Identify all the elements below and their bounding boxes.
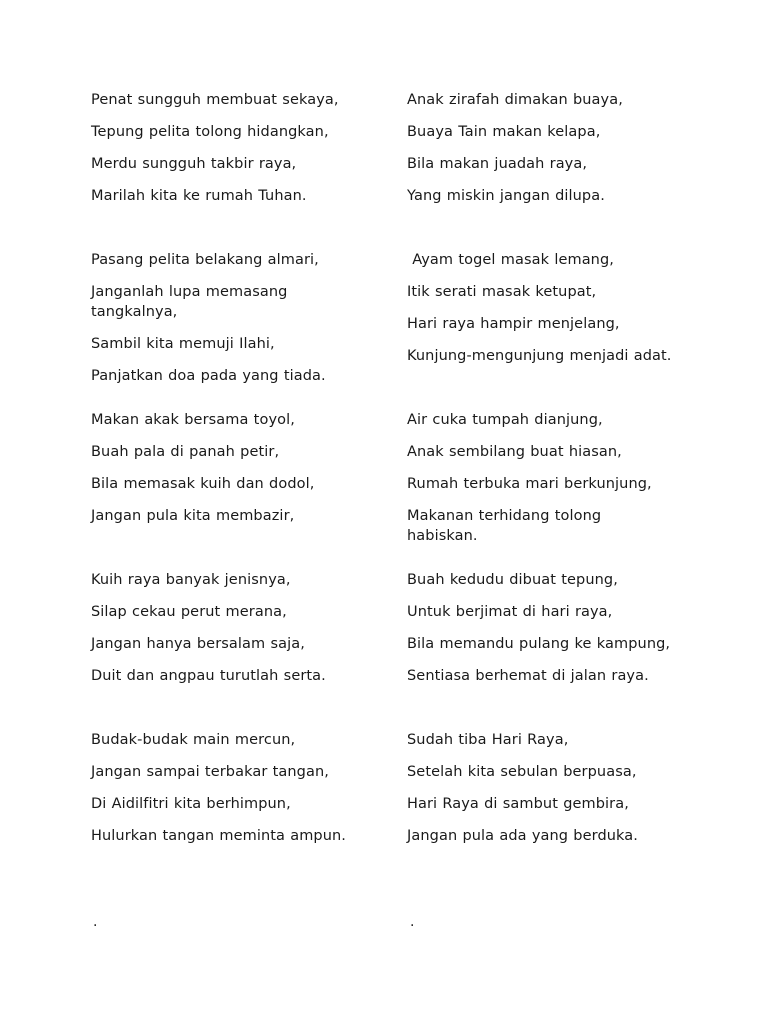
pantun-line: Bila memandu pulang ke kampung, (407, 636, 671, 652)
pantun-line: Ayam togel masak lemang, (407, 252, 614, 268)
pantun-line: Rumah terbuka mari berkunjung, (407, 476, 652, 492)
pantun-stanza (91, 730, 391, 890)
pantun-line: Janganlah lupa memasang tangkalnya, (91, 284, 288, 320)
pantun-line: Itik serati masak ketupat, (407, 284, 597, 300)
trailing-mark: . (93, 914, 98, 930)
pantun-line: Air cuka tumpah dianjung, (407, 412, 603, 428)
pantun-line: Hari Raya di sambut gembira, (407, 796, 629, 812)
pantun-line: Makanan terhidang tolong habiskan. (407, 508, 602, 544)
pantun-line: Buah kedudu dibuat tepung, (407, 572, 618, 588)
pantun-line: Tepung pelita tolong hidangkan, (91, 124, 329, 140)
pantun-line: Jangan hanya bersalam saja, (91, 636, 305, 652)
pantun-line: Sentiasa berhemat di jalan raya. (407, 668, 649, 684)
pantun-line: Bila makan juadah raya, (407, 156, 588, 172)
pantun-line: Anak sembilang buat hiasan, (407, 444, 622, 460)
pantun-line: Yang miskin jangan dilupa. (407, 188, 605, 204)
pantun-line: Setelah kita sebulan berpuasa, (407, 764, 637, 780)
right-column (407, 90, 707, 890)
pantun-line: Hulurkan tangan meminta ampun. (91, 828, 347, 844)
pantun-line: Buaya Tain makan kelapa, (407, 124, 601, 140)
pantun-stanza (407, 570, 707, 730)
pantun-line: Kunjung-mengunjung menjadi adat. (407, 348, 672, 364)
pantun-line: Jangan pula ada yang berduka. (407, 828, 638, 844)
pantun-line: Untuk berjimat di hari raya, (407, 604, 613, 620)
pantun-line: Bila memasak kuih dan dodol, (91, 476, 315, 492)
pantun-line: Duit dan angpau turutlah serta. (91, 668, 326, 684)
pantun-line: Sambil kita memuji Ilahi, (91, 336, 275, 352)
pantun-line: Sudah tiba Hari Raya, (407, 732, 569, 748)
pantun-line: Budak-budak main mercun, (91, 732, 296, 748)
pantun-line: Jangan sampai terbakar tangan, (91, 764, 329, 780)
pantun-stanza (91, 410, 391, 570)
pantun-stanza (91, 250, 391, 410)
pantun-stanza (407, 90, 707, 250)
pantun-line: Buah pala di panah petir, (91, 444, 280, 460)
pantun-line: Panjatkan doa pada yang tiada. (91, 368, 326, 384)
pantun-stanza (91, 570, 391, 730)
pantun-line: Anak zirafah dimakan buaya, (407, 92, 623, 108)
pantun-line: Hari raya hampir menjelang, (407, 316, 620, 332)
pantun-line: Jangan pula kita membazir, (91, 508, 295, 524)
pantun-line: Penat sungguh membuat sekaya, (91, 92, 339, 108)
left-column (91, 90, 391, 890)
pantun-line: Pasang pelita belakang almari, (91, 252, 319, 268)
pantun-stanza (91, 90, 391, 250)
pantun-stanza (407, 410, 707, 570)
pantun-line: Makan akak bersama toyol, (91, 412, 295, 428)
pantun-line: Kuih raya banyak jenisnya, (91, 572, 291, 588)
pantun-line: Silap cekau perut merana, (91, 604, 287, 620)
pantun-stanza (407, 730, 707, 890)
pantun-stanza (407, 250, 707, 410)
pantun-line: Di Aidilfitri kita berhimpun, (91, 796, 291, 812)
trailing-mark: . (410, 914, 415, 930)
pantun-line: Marilah kita ke rumah Tuhan. (91, 188, 307, 204)
pantun-line: Merdu sungguh takbir raya, (91, 156, 297, 172)
